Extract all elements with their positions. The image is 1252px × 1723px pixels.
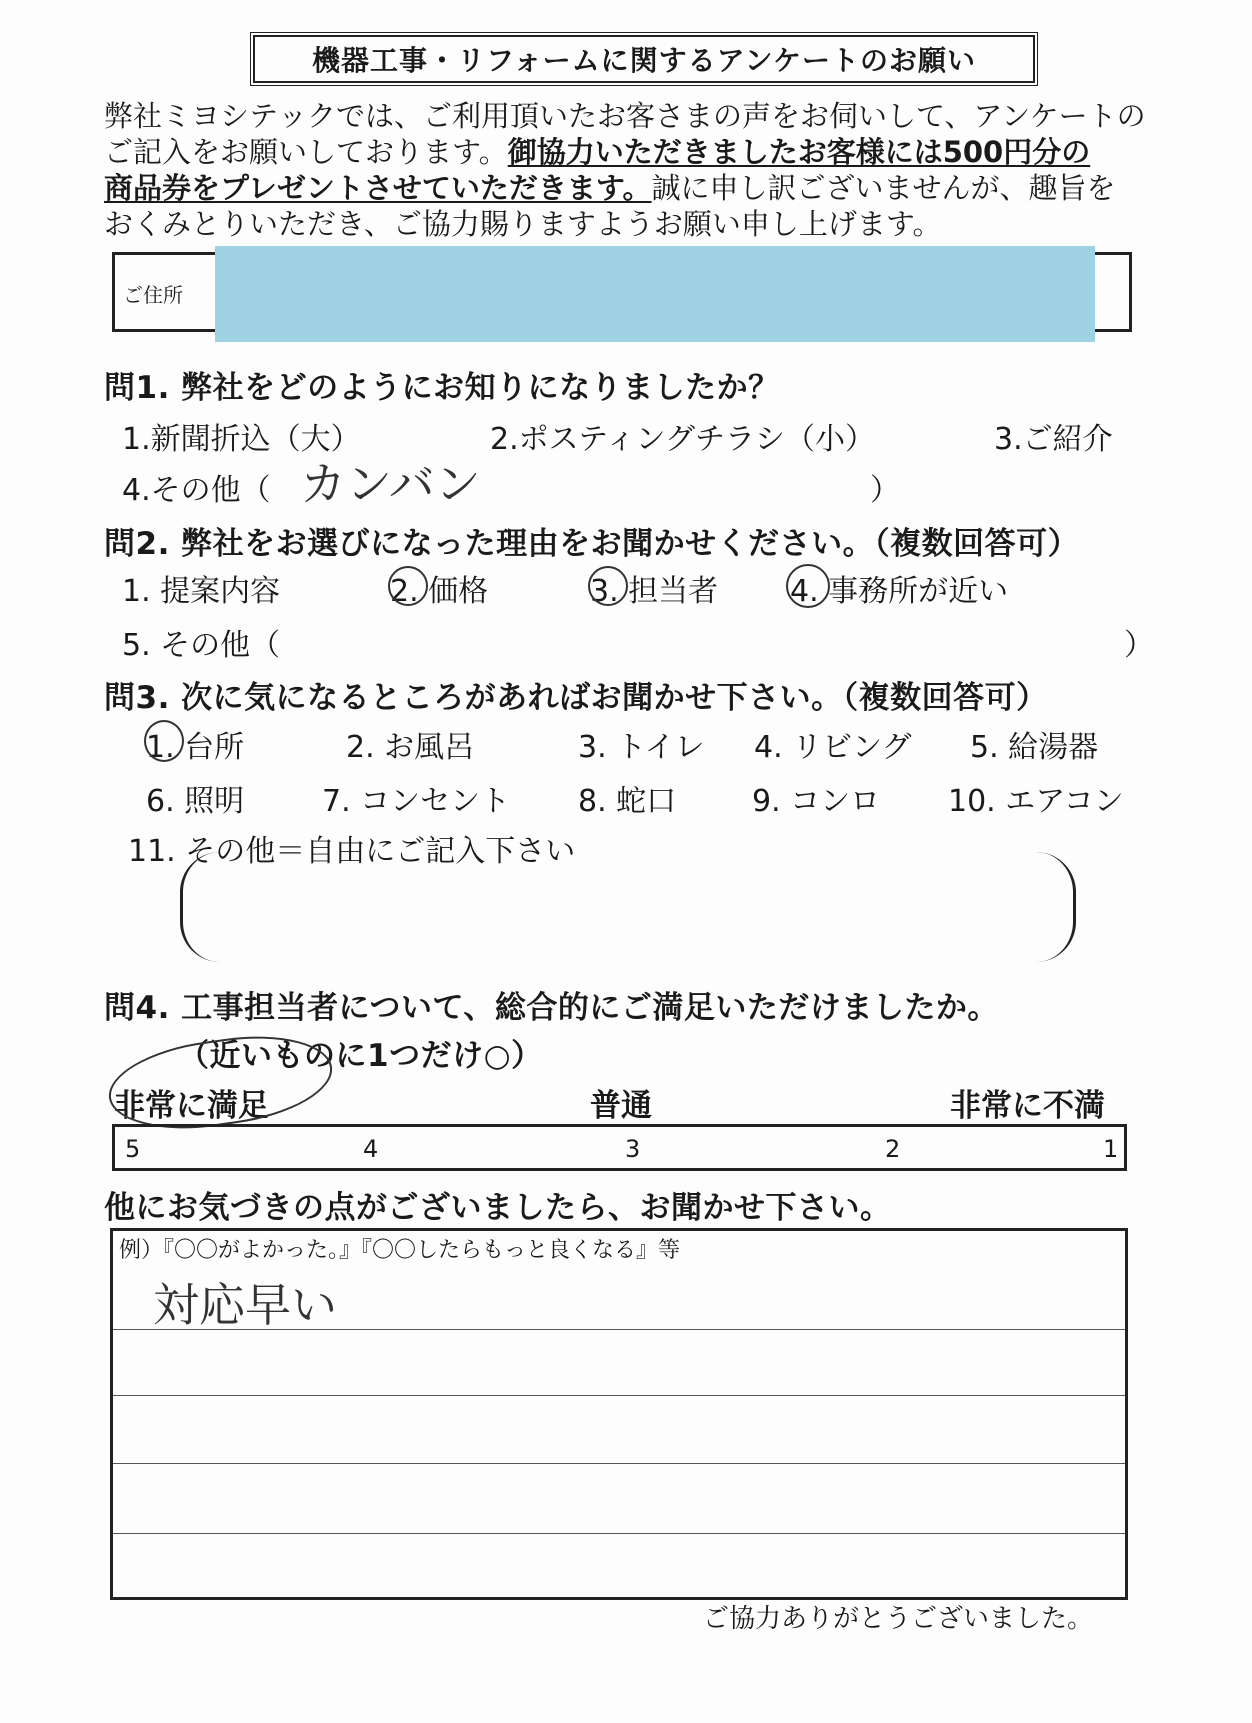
survey-title: 機器工事・リフォームに関するアンケートのお願い [253, 35, 1035, 83]
intro-text [104, 98, 1194, 242]
q2-option-office-near[interactable]: 4. 事務所が近い [790, 574, 1009, 609]
comments-answer: 対応早い [153, 1278, 337, 1332]
thank-you-note: ご協力ありがとうございました。 [703, 1604, 1094, 1634]
address-label: ご住所 [123, 283, 183, 307]
q4-label-neutral: 普通 [590, 1088, 652, 1124]
q2-price-circle [388, 566, 428, 606]
rating-4[interactable]: 4 [363, 1135, 379, 1163]
intro-line-4: おくみとりいただき、ご協力賜りますようお願い申し上げます。 [104, 207, 942, 241]
comment-rule-4 [113, 1533, 1125, 1534]
q2-option-price[interactable]: 2. 価格 [390, 574, 489, 609]
rating-2[interactable]: 2 [885, 1135, 901, 1163]
q2-office-circle [786, 564, 830, 608]
q1-option-newspaper[interactable]: 1.新聞折込（大） [122, 422, 361, 457]
q1-other-answer: カンバン [300, 457, 481, 511]
q4-instruction: （近いものに1つだけ○） [178, 1038, 543, 1074]
q2-option-staff[interactable]: 3. 担当者 [590, 574, 719, 609]
q1-option-other[interactable]: 4.その他（ [122, 473, 271, 508]
q3-option-lighting[interactable]: 6. 照明 [146, 784, 245, 819]
q1-option-posting[interactable]: 2.ポスティングチラシ（小） [490, 422, 876, 457]
rating-5[interactable]: 5 [125, 1135, 141, 1163]
intro-line-3b: 誠に申し訳ございませんが、趣旨を [651, 171, 1116, 205]
q3-option-living[interactable]: 4. リビング [754, 730, 912, 765]
intro-line-2a: ご記入をお願いしております。 [104, 135, 508, 169]
q3-option-faucet[interactable]: 8. 蛇口 [578, 784, 677, 819]
q2-other-close: ） [1124, 628, 1154, 663]
q1-option-referral[interactable]: 3.ご紹介 [994, 422, 1113, 457]
q2-option-other[interactable]: 5. その他（ [122, 628, 281, 663]
q3-option-aircon[interactable]: 10. エアコン [948, 784, 1124, 819]
q4-label-very-dissatisfied: 非常に不満 [950, 1088, 1105, 1124]
comment-rule-3 [113, 1463, 1125, 1464]
intro-gift-note-2: 商品券をプレゼントさせていただきます。 [104, 171, 652, 205]
redaction-overlay [215, 246, 1095, 342]
comments-area[interactable] [110, 1228, 1128, 1600]
q3-option-water-heater[interactable]: 5. 給湯器 [970, 730, 1099, 765]
q3-option-other[interactable]: 11. その他＝自由にご記入下さい [128, 834, 576, 869]
rating-3[interactable]: 3 [625, 1135, 641, 1163]
intro-line-3 [104, 170, 1194, 206]
q4-rating-scale [112, 1124, 1127, 1171]
q1-question: 問1. 弊社をどのようにお知りになりましたか？ [104, 370, 780, 406]
q1-other-close: ） [870, 473, 900, 508]
q2-option-proposal[interactable]: 1. 提案内容 [122, 574, 281, 609]
comment-rule-2 [113, 1395, 1125, 1396]
comment-rule-1 [113, 1329, 1125, 1330]
q3-kitchen-circle [144, 720, 184, 762]
q3-option-toilet[interactable]: 3. トイレ [578, 730, 705, 765]
q2-question: 問2. 弊社をお選びになった理由をお聞かせください。（複数回答可） [104, 526, 1080, 562]
q3-option-bath[interactable]: 2. お風呂 [346, 730, 475, 765]
q3-question: 問3. 次に気になるところがあればお聞かせ下さい。（複数回答可） [104, 680, 1048, 716]
intro-line-1: 弊社ミヨシテックでは、ご利用頂いたお客さまの声をお伺いして、アンケートの [104, 99, 1146, 133]
q3-option-stove[interactable]: 9. コンロ [752, 784, 881, 819]
q3-option-kitchen[interactable]: 1. 台所 [146, 730, 245, 765]
comments-heading: 他にお気づきの点がございましたら、お聞かせ下さい。 [104, 1190, 892, 1226]
q4-question: 問4. 工事担当者について、総合的にご満足いただけましたか。 [104, 990, 999, 1026]
q2-staff-circle [588, 566, 628, 606]
q3-free-text-area[interactable] [180, 852, 1076, 962]
q4-label-very-satisfied: 非常に満足 [114, 1088, 269, 1124]
q3-option-outlet[interactable]: 7. コンセント [322, 784, 511, 819]
rating-1[interactable]: 1 [1103, 1135, 1119, 1163]
comments-example: 例）『〇〇がよかった。』『〇〇したらもっと良くなる』等 [119, 1238, 681, 1263]
intro-gift-note: 御協力いただきましたお客様には500円分の [507, 135, 1091, 169]
intro-line-2 [104, 134, 1194, 170]
